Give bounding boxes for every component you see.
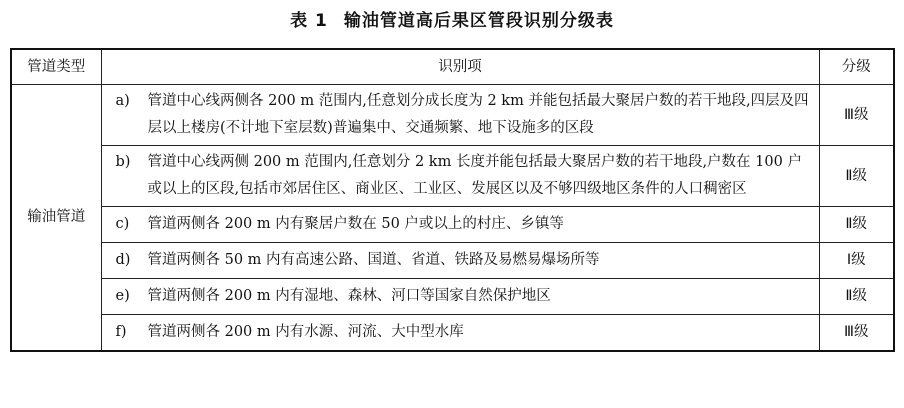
grade-cell: Ⅱ级 [819, 146, 894, 207]
table-row [11, 315, 894, 352]
item-text: 管道中心线两侧 200 m 范围内,任意划分 2 km 长度并能包括最大聚居户数的若干地段,户数在 100 户或以上的区段,包括市郊居住区、商业区、工业区、发展区以及不够四级地区条件的人口稠密区 [147, 154, 802, 197]
item-letter: c) [115, 216, 130, 232]
item-letter: e) [115, 288, 130, 304]
header-grade: 分级 [819, 49, 894, 85]
item-cell-f [101, 315, 819, 352]
grade-cell: Ⅲ级 [819, 315, 894, 352]
grade-cell: Ⅱ级 [819, 279, 894, 315]
item-letter: a) [115, 93, 130, 109]
table-row [11, 279, 894, 315]
item-cell-a [101, 85, 819, 146]
item-cell-b [101, 146, 819, 207]
item-text: 管道两侧各 200 m 内有聚居户数在 50 户或以上的村庄、乡镇等 [147, 216, 564, 232]
item-cell-d [101, 243, 819, 279]
item-letter: b) [115, 154, 131, 170]
grade-cell: Ⅰ级 [819, 243, 894, 279]
grade-cell: Ⅲ级 [819, 85, 894, 146]
item-text: 管道两侧各 50 m 内有高速公路、国道、省道、铁路及易燃易爆场所等 [147, 252, 600, 268]
item-letter: f) [115, 324, 127, 340]
header-identification-items: 识别项 [101, 49, 819, 85]
pipeline-type-cell: 输油管道 [11, 85, 101, 352]
header-row [11, 49, 894, 85]
table-caption: 输油管道高后果区管段识别分级表 [343, 11, 614, 31]
table-number: 表 1 [290, 11, 328, 31]
item-text: 管道两侧各 200 m 内有湿地、森林、河口等国家自然保护地区 [147, 288, 551, 304]
table-row [11, 207, 894, 243]
table-row [11, 85, 894, 146]
item-text: 管道两侧各 200 m 内有水源、河流、大中型水库 [147, 324, 464, 340]
table-row [11, 146, 894, 207]
item-letter: d) [115, 252, 131, 268]
item-text: 管道中心线两侧各 200 m 范围内,任意划分成长度为 2 km 并能包括最大聚居户数的若干地段,四层及四层以上楼房(不计地下室层数)普遍集中、交通频繁、地下设施多的区段 [147, 93, 809, 136]
item-cell-e [101, 279, 819, 315]
classification-table [10, 48, 895, 352]
grade-cell: Ⅱ级 [819, 207, 894, 243]
item-cell-c [101, 207, 819, 243]
header-pipeline-type: 管道类型 [11, 49, 101, 85]
table-row [11, 243, 894, 279]
table-title [0, 6, 904, 31]
